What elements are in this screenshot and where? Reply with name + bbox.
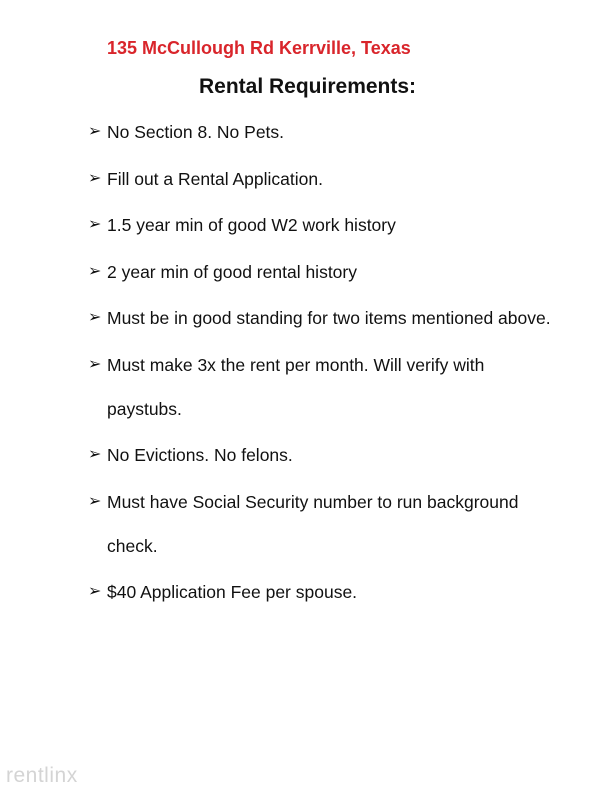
list-item	[88, 157, 558, 201]
page-title: Rental Requirements:	[199, 75, 417, 98]
list-item	[88, 570, 558, 614]
list-item	[88, 480, 558, 568]
requirement-text: Fill out a Rental Application.	[107, 168, 323, 189]
list-item	[88, 110, 558, 154]
requirement-text: 1.5 year min of good W2 work history	[107, 215, 396, 235]
arrowhead-bullet-icon: ➢	[88, 169, 102, 187]
requirement-text: Must be in good standing for two items mentioned above.	[107, 308, 551, 328]
list-item	[88, 203, 558, 247]
address-heading: 135 McCullough Rd Kerrville, Texas	[107, 38, 411, 58]
requirement-text: 2 year min of good rental history	[107, 261, 357, 282]
list-item	[88, 250, 558, 294]
list-item	[88, 433, 558, 477]
requirement-text: Must have Social Security number to run background check.	[107, 491, 519, 556]
requirements-list	[88, 110, 558, 617]
requirement-text: No Evictions. No felons.	[107, 445, 293, 465]
arrowhead-bullet-icon: ➢	[88, 355, 102, 373]
requirement-text: $40 Application Fee per spouse.	[107, 582, 358, 602]
list-item	[88, 296, 558, 340]
requirement-text: Must make 3x the rent per month. Will verify with paystubs.	[107, 354, 485, 419]
arrowhead-bullet-icon: ➢	[88, 583, 102, 600]
arrowhead-bullet-icon: ➢	[88, 492, 102, 510]
requirement-text: No Section 8. No Pets.	[107, 122, 285, 142]
arrowhead-bullet-icon: ➢	[88, 123, 102, 140]
arrowhead-bullet-icon: ➢	[88, 309, 102, 326]
arrowhead-bullet-icon: ➢	[88, 216, 102, 233]
list-item	[88, 343, 558, 431]
arrowhead-bullet-icon: ➢	[88, 262, 102, 280]
rentlinx-watermark: rentlinx	[6, 764, 78, 787]
arrowhead-bullet-icon: ➢	[88, 446, 102, 463]
